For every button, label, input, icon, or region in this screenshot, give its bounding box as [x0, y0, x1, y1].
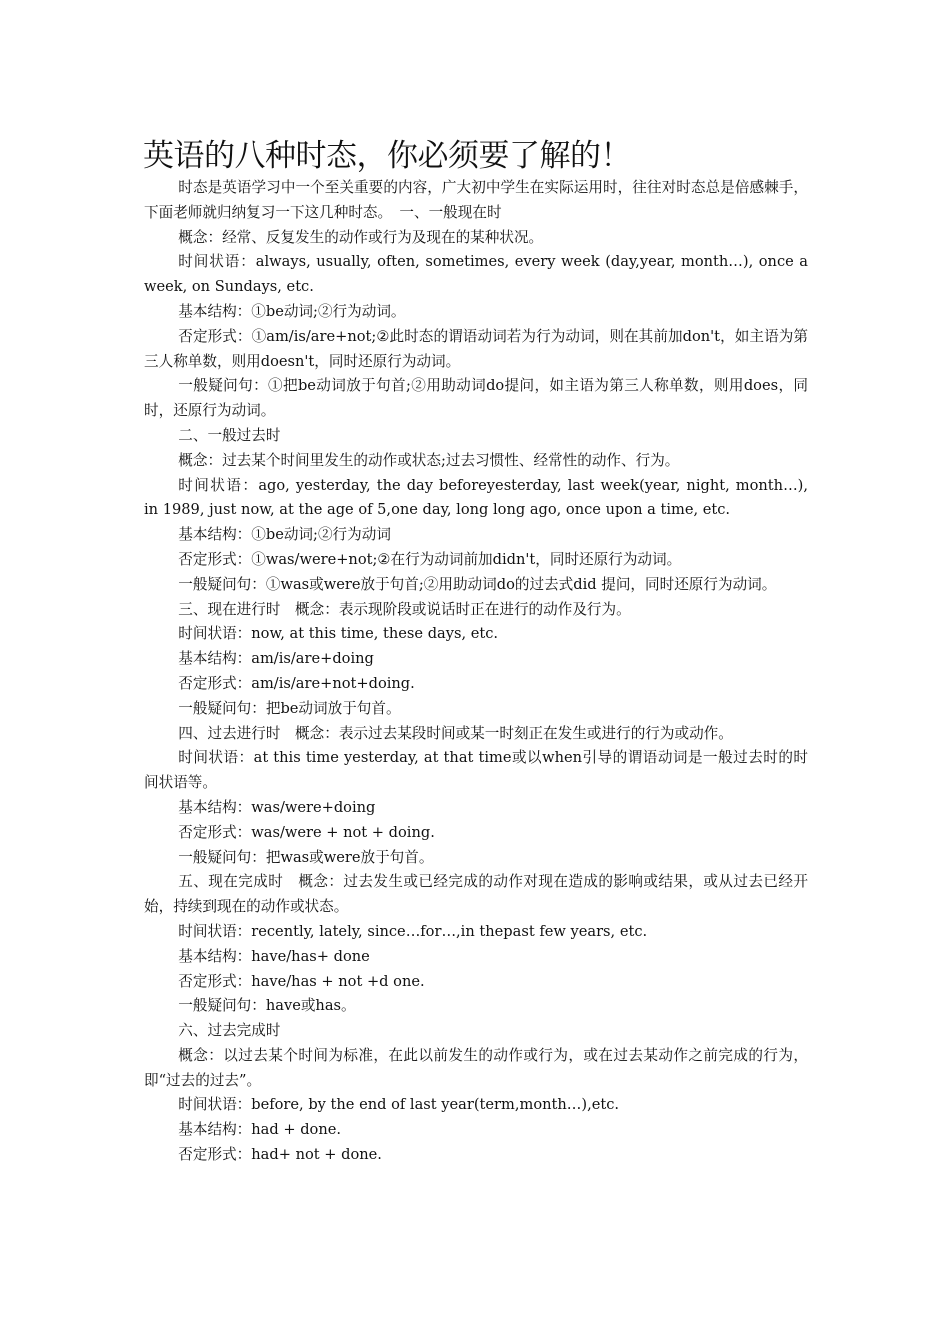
- section-heading: 二、一般过去时: [178, 426, 281, 444]
- section-heading: 五、现在完成时 概念：过去发生或已经完成的动作对现在造成的影响或结果，或从过去已经开始，持续到现在的动作或状态。: [144, 873, 808, 916]
- document-body: [144, 176, 808, 1168]
- document-title: 英语的八种时态，你必须要了解的！: [143, 138, 631, 174]
- paragraph: 概念：经常、反复发生的动作或行为及现在的某种状况。: [178, 228, 544, 246]
- section-heading: 六、过去完成时: [178, 1022, 281, 1040]
- paragraph: 否定形式：am/is/are+not+doing.: [178, 674, 415, 692]
- paragraph: 时间状语：now, at this time, these days, etc.: [178, 625, 499, 643]
- paragraph: 时间状语：always, usually, often, sometimes, every week (day,year, month…), once a week, on Sundays, etc.: [144, 253, 808, 296]
- paragraph: 时间状语：before, by the end of last year(term,month…),etc.: [178, 1096, 620, 1114]
- paragraph: 一般疑问句：把be动词放于句首。: [178, 699, 401, 717]
- paragraph: 时间状语：at this time yesterday, at that time或以when引导的谓语动词是一般过去时的时间状语等。: [144, 749, 808, 792]
- section-heading: 四、过去进行时 概念：表示过去某段时间或某一时刻正在发生或进行的行为或动作。: [178, 724, 733, 742]
- paragraph: 时态是英语学习中一个至关重要的内容，广大初中学生在实际运用时，往往对时态总是倍感棘手，下面老师就归纳复习一下这几种时态。 一、一般现在时: [144, 179, 808, 221]
- paragraph: 基本结构：①be动词;②行为动词。: [178, 302, 406, 320]
- paragraph: 概念：过去某个时间里发生的动作或状态;过去习惯性、经常性的动作、行为。: [178, 451, 680, 469]
- paragraph: 否定形式：had+ not + done.: [178, 1146, 382, 1164]
- paragraph: 否定形式：①was/were+not;②在行为动词前加didn't，同时还原行为动词。: [178, 550, 682, 568]
- paragraph: 基本结构：had + done.: [178, 1121, 342, 1139]
- paragraph: 一般疑问句：have或has。: [178, 997, 356, 1015]
- paragraph: 时间状语：ago, yesterday, the day beforeyesterday, last week(year, night, month…), in 1989, just now, at the age of 5,one day, long long ago, once upon a time, etc.: [144, 476, 808, 519]
- paragraph: 基本结构：①be动词;②行为动词: [178, 526, 391, 544]
- paragraph: 否定形式：①am/is/are+not;②此时态的谓语动词若为行为动词，则在其前加don't，如主语为第三人称单数，则用doesn't，同时还原行为动词。: [144, 327, 808, 370]
- paragraph: 一般疑问句：把was或were放于句首。: [178, 848, 434, 866]
- section-heading: 三、现在进行时 概念：表示现阶段或说话时正在进行的动作及行为。: [178, 600, 631, 618]
- paragraph: 否定形式：have/has + not +d one.: [178, 972, 425, 990]
- paragraph: 一般疑问句：①was或were放于句首;②用助动词do的过去式did 提问，同时还原行为动词。: [178, 575, 777, 593]
- paragraph: 时间状语：recently, lately, since…for…,in thepast few years, etc.: [178, 922, 648, 940]
- paragraph: 概念：以过去某个时间为标准，在此以前发生的动作或行为，或在过去某动作之前完成的行为，即“过去的过去”。: [144, 1046, 808, 1089]
- paragraph: 基本结构：am/is/are+doing: [178, 650, 374, 668]
- paragraph: 基本结构：was/were+doing: [178, 798, 376, 816]
- paragraph: 一般疑问句：①把be动词放于句首;②用助动词do提问，如主语为第三人称单数，则用does，同时，还原行为动词。: [144, 377, 808, 420]
- paragraph: 基本结构：have/has+ done: [178, 947, 370, 965]
- paragraph: 否定形式：was/were + not + doing.: [178, 823, 435, 841]
